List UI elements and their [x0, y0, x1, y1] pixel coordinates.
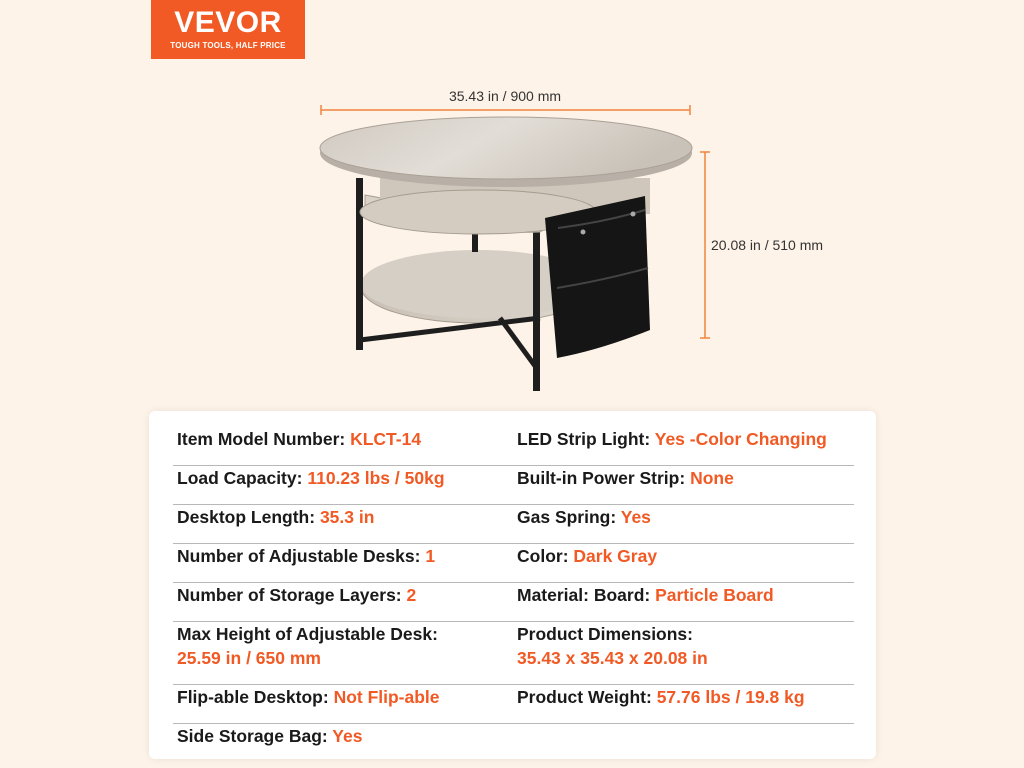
spec-color: Color: Dark Gray — [517, 546, 658, 566]
cross-base — [360, 318, 540, 370]
spec-side-bag: Side Storage Bag: Yes — [177, 726, 363, 746]
width-dimension-label: 35.43 in / 900 mm — [448, 88, 562, 104]
spec-row — [173, 724, 854, 754]
spec-storage-layers: Number of Storage Layers: 2 — [177, 585, 417, 605]
spec-row — [173, 544, 854, 583]
spec-product-weight: Product Weight: 57.76 lbs / 19.8 kg — [517, 687, 805, 707]
spec-row — [173, 622, 854, 685]
spec-material: Material: Board: Particle Board — [517, 585, 774, 605]
spec-item-model: Item Model Number: KLCT-14 — [177, 429, 422, 449]
spec-load-capacity: Load Capacity: 110.23 lbs / 50kg — [177, 468, 445, 488]
spec-row — [173, 466, 854, 505]
spec-row — [173, 583, 854, 622]
spec-product-dimensions: Product Dimensions: 35.43 x 35.43 x 20.08 in — [517, 624, 708, 668]
logo-brand: VEVOR — [174, 6, 282, 39]
spec-row — [173, 685, 854, 724]
height-dimension-line — [700, 152, 710, 338]
spec-gas-spring: Gas Spring: Yes — [517, 507, 651, 527]
height-dimension-label: 20.08 in / 510 mm — [711, 237, 824, 253]
spec-row — [173, 505, 854, 544]
spec-led-strip: LED Strip Light: Yes -Color Changing — [517, 429, 827, 449]
spec-power-strip: Built-in Power Strip: None — [517, 468, 734, 488]
spec-adjustable-desks: Number of Adjustable Desks: 1 — [177, 546, 436, 566]
side-storage-bag — [545, 196, 650, 358]
spec-row — [173, 427, 854, 466]
logo-tagline: TOUGH TOOLS, HALF PRICE — [170, 41, 286, 50]
spec-flip-desktop: Flip-able Desktop: Not Flip-able — [177, 687, 440, 707]
width-dimension-line — [321, 105, 690, 115]
spec-max-height: Max Height of Adjustable Desk: 25.59 in / 650 mm — [177, 624, 438, 668]
spec-desktop-length: Desktop Length: 35.3 in — [177, 507, 375, 527]
spec-table — [149, 411, 876, 759]
